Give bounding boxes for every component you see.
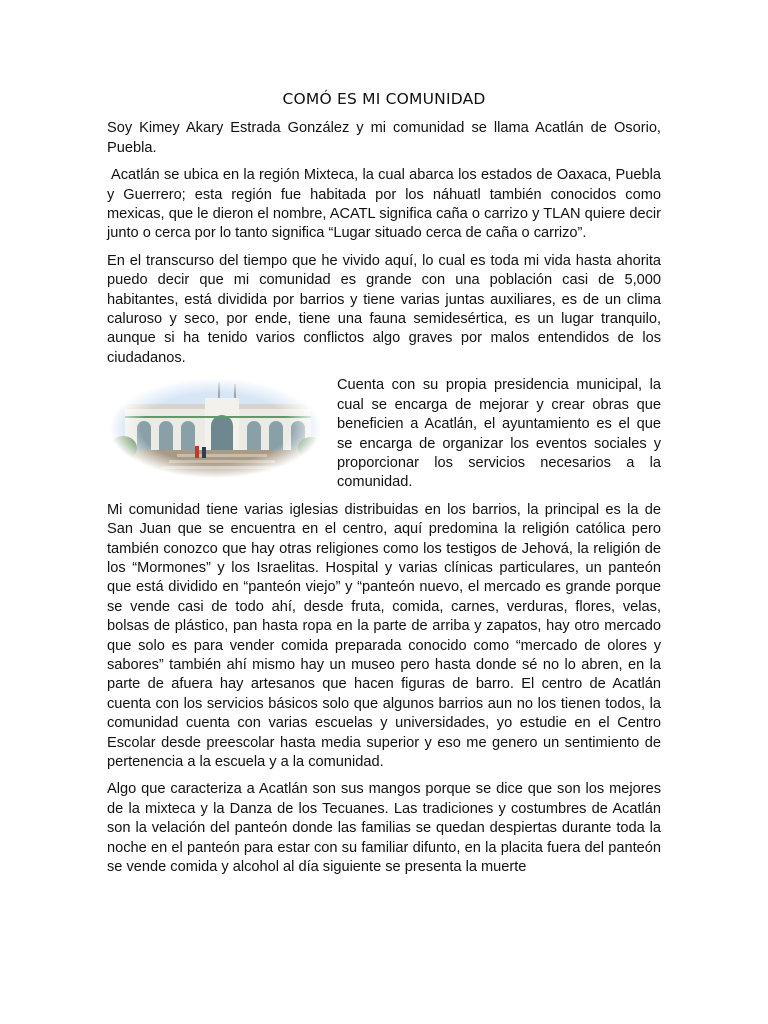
document-page [107,90,661,885]
paragraph-services: Mi comunidad tiene varias iglesias distribuidas en los barrios, la principal es la de San Juan que se encuentra en el centro, aquí predomina la religión católica pero también conozco que hay otras religiones como los testigos de Jehová, la religión de los “Mormones” y los Israelitas. Hospital y varias clínicas particulares, un panteón que está dividido en “panteón viejo” y “panteón nuevo, el mercado es grande porque se vende casi de todo ahí, desde fruta, comida, carnes, verduras, flores, velas, bolsas de plástico, pan hasta ropa en la parte de arriba y zapatos, hay otro mercado que solo es para vender comida preparada conocido como “mercado de olores y sabores” también ahí mismo hay un museo pero hasta donde sé no lo abren, en la parte de afuera hay artesanos que hacen figuras de barro. El centro de Acatlán cuenta con los servicios básicos solo que algunos barrios aun no los tienen todos, la comunidad cuenta con varias escuelas y universidades, yo estudie en el Centro Escolar desde preescolar hasta media superior y eso me genero un sentimiento de pertenencia a la escuela y a la comunidad. [107,501,661,770]
paragraph-municipal: Cuenta con su propia presidencia municipal, la cual se encarga de mejorar y crear obras que beneficien a Acatlán, el ayuntamiento es el que se encarga de organizar los eventos sociales y proporcionar los servicios necesarios a la comunidad. [337,377,661,491]
municipal-building-photo [107,376,323,480]
paragraph-intro: Soy Kimey Akary Estrada González y mi comunidad se llama Acatlán de Osorio, Puebla. [107,120,661,156]
paragraph-description: En el transcurso del tiempo que he vivido aquí, lo cual es toda mi vida hasta ahorita puedo decir que mi comunidad es grande con una población casi de 5,000 habitantes, está dividida por barrios y tiene varias juntas auxiliares, es de un clima caluroso y seco, por ende, tiene una fauna semidesértica, es un lugar tranquilo, aunque si ha tenido varios conflictos algo graves por malos entendidos de los ciudadanos. [107,252,661,366]
municipal-building-illustration [107,376,323,480]
paragraph-location: Acatlán se ubica en la región Mixteca, la cual abarca los estados de Oaxaca, Puebla y Guerrero; esta región fue habitada por los náhuatl también conocidos como mexicas, que le dieron el nombre, ACATL significa caña o carrizo y TLAN quiere decir junto o cerca por lo tanto significa “Lugar situado cerca de caña o carrizo”. [107,167,661,242]
paragraph-traditions: Algo que caracteriza a Acatlán son sus mangos porque se dice que son los mejores de la mixteca y la Danza de los Tecuanes. Las tradiciones y costumbres de Acatlán son la velación del panteón donde las familias se quedan despiertas durante toda la noche en el panteón para estar con su familiar difunto, en la placita fuera del panteón se vende comida y alcohol al día siguiente se presenta la muerte [107,781,661,876]
document-title: COMÓ ES MI COMUNIDAD [282,90,486,108]
